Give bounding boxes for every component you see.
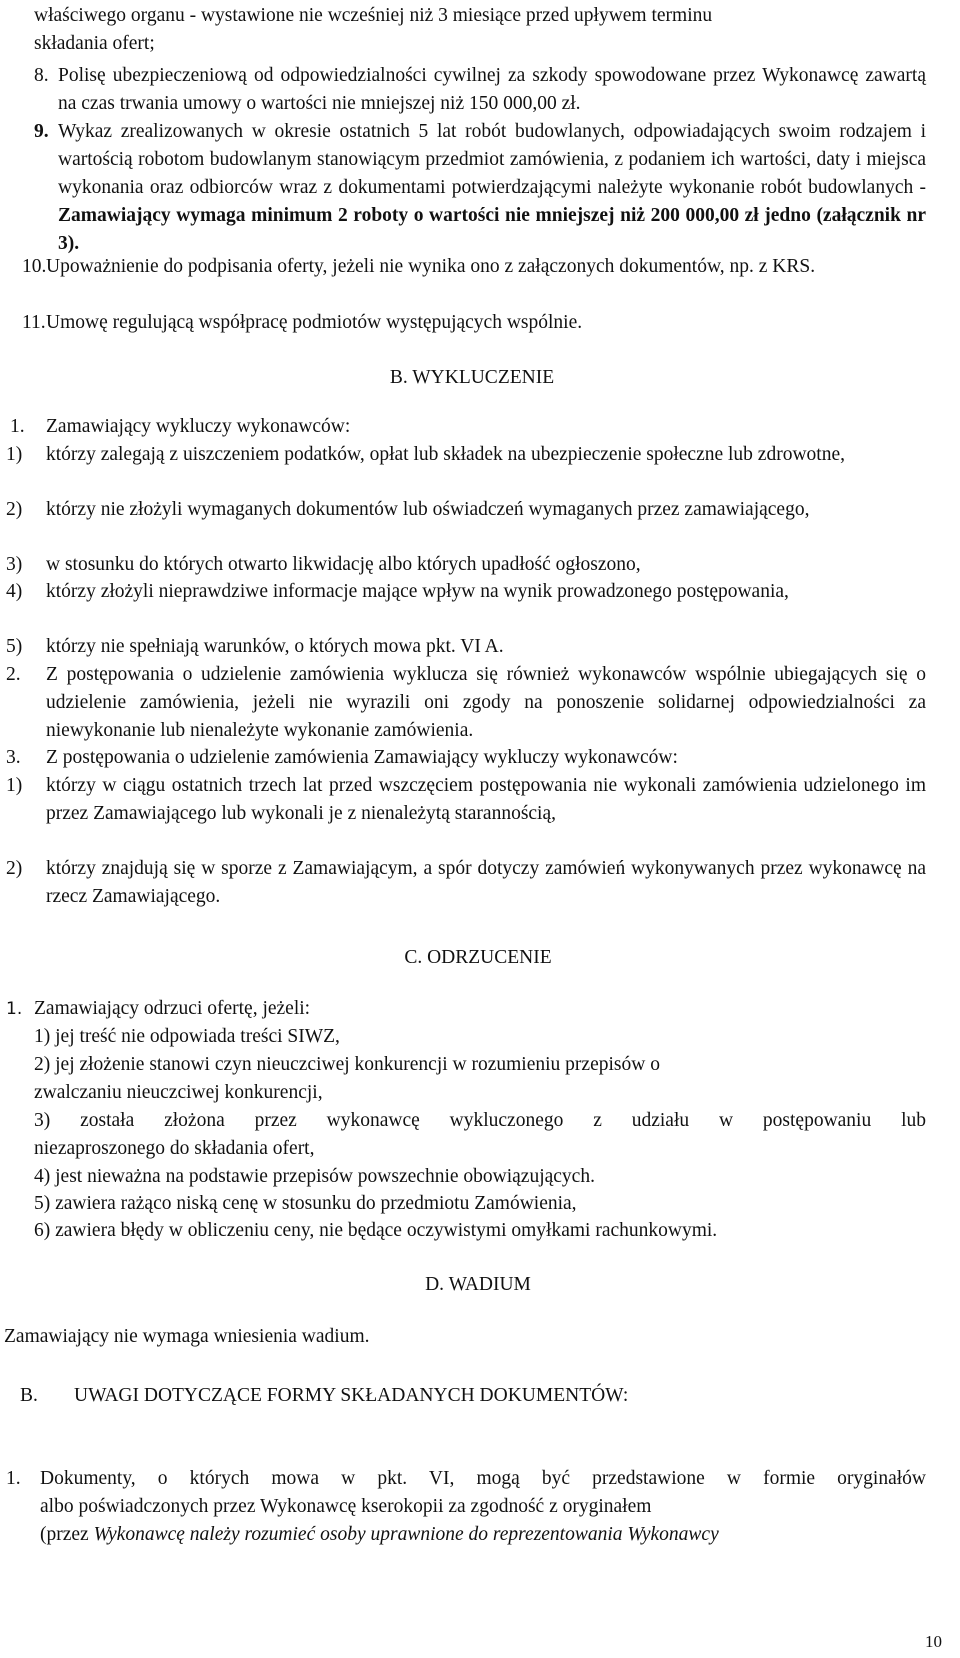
- section-heading-odrzucenie: C. ODRZUCENIE: [404, 947, 552, 968]
- section-uwagi-line-2: albo poświadczonych przez Wykonawcę kserokopii za zgodność z oryginałem: [40, 1496, 652, 1517]
- section-c-item-cont: niezaproszonego do składania ofert,: [34, 1138, 315, 1159]
- section-c-item: 5) zawiera rażąco niską cenę w stosunku do przedmiotu Zamówienia,: [34, 1193, 577, 1214]
- section-d-text: Zamawiający nie wymaga wniesienia wadium.: [4, 1326, 370, 1347]
- section-uwagi-line-3: (przez Wykonawcę należy rozumieć osoby uprawnione do reprezentowania Wykonawcy: [40, 1524, 719, 1545]
- section-c-item: 6) zawiera błędy w obliczeniu ceny, nie będące oczywistymi omyłkami rachunkowymi.: [34, 1220, 718, 1241]
- intro-line-2: składania ofert;: [34, 33, 155, 54]
- section-c-item-cont: zwalczaniu nieuczciwej konkurencji,: [34, 1082, 323, 1103]
- section-c-item: 2) jej złożenie stanowi czyn nieuczciwej konkurencji w rozumieniu przepisów o: [34, 1054, 660, 1075]
- list-item-text: Upoważnienie do podpisania oferty, jeżeli nie wynika ono z załączonych dokumentów, np. z KRS.: [46, 256, 816, 277]
- section-heading-wadium: D. WADIUM: [425, 1274, 531, 1295]
- page-number: 10: [925, 1632, 942, 1651]
- section-c-item: 3) została złożona przez wykonawcę wykluczonego z udziału w postępowaniu lub: [34, 1110, 926, 1131]
- intro-line-1: właściwego organu - wystawione nie wcześniej niż 3 miesiące przed upływem terminu: [34, 5, 713, 26]
- list-item-text: Umowę regulującą współpracę podmiotów występujących wspólnie.: [46, 312, 583, 333]
- section-c-item: 1) jej treść nie odpowiada treści SIWZ,: [34, 1026, 340, 1047]
- list-item-text: Wykaz zrealizowanych w okresie ostatnich 5 lat robót budowlanych, odpowiadających swoim rodzajem i wartością robotom budowlanym stanowiącym przedmiot zamówienia, z podaniem ich wartości, daty i miejsca wykonania oraz odbiorców wraz z dokumentami potwierdzającymi należyte wykonanie robót budowlanych - Zamawiający wymaga minimum 2 roboty o wartości nie mniejszej niż 200 000,00 zł jedno (załącznik nr 3).: [58, 121, 926, 254]
- requirement-bold-text: Zamawiający wymaga minimum 2 roboty o wartości nie mniejszej niż 200 000,00 zł jedno (załącznik nr 3).: [58, 205, 926, 254]
- section-c-item: 4) jest nieważna na podstawie przepisów powszechnie obowiązujących.: [34, 1166, 595, 1187]
- section-heading-wykluczenie: B. WYKLUCZENIE: [389, 367, 555, 388]
- document-page: właściwego organu - wystawione nie wcześniej niż 3 miesiące przed upływem terminu składania ofert; 8. Polisę ubezpieczeniową od odpowiedzialności cywilnej za szkody spowodowane przez Wykonawcę zawartą na czas trwania umowy o wartości nie mniejszej niż 150 000,00 zł. 9. Wykaz zrealizowanych w okresie ostatnich 5 lat robót budowlanych, odpowiadających swoim rodzajem i wartością robotom budowlanym stanowiącym przedmiot zamówienia, z podaniem ich wartości, daty i miejsca wykonania oraz odbiorców wraz z dokumentami potwierdzającymi należyte wykonanie robót budowlanych - Zamawiający wymaga minimum 2 roboty o wartości nie mniejszej niż 200 000,00 zł jedno (załącznik nr 3). 10. Upoważnienie do podpisania oferty, jeżeli nie wynika ono z załączonych dokumentów, np. z KRS. 11. Umowę regulującą współpracę podmiotów występujących wspólnie. B. WYKLUCZENIE 1. Zamawiający wykluczy wykonawców: 1) którzy zalegają z uiszczeniem podatków, opłat lub składek na ubezpieczenie społeczne lub zdrowotne, 2) którzy nie złożyli wymaganych dokumentów lub oświadczeń wymaganych przez zamawiającego, 3) w stosunku do których otwarto likwidację albo których upadłość ogłoszono, 4) którzy złożyli nieprawdziwe informacje mające wpływ na wynik prowadzonego postępowania, 5) którzy nie spełniają warunków, o których mowa pkt. VI A. 2. Z postępowania o udzielenie zamówienia wyklucza się również wykonawców wspólnie ubiegających się o udzielenie zamówienia, jeżeli nie wyrazili oni zgody na ponoszenie solidarnej odpowiedzialności za niewykonanie lub nienależyte wykonanie zamówienia. 3. Z postępowania o udzielenie zamówienia Zamawiający wykluczy wykonawców: 1) którzy w ciągu ostatnich trzech lat przed wszczęciem postępowania nie wykonali zamówienia udzielonego im przez Zamawiającego lub wykonali je z nienależytą starannością, 2) którzy znajdują się w sporze z Zamawiającym, a spór dotyczy zamówień wykonywanych przez wykonawcę na rzecz Zamawiającego. C. ODRZUCENIE 1. Zamawiający odrzuci ofertę, jeżeli: 1) jej treść nie odpowiada treści SIWZ, 2) jej złożenie stanowi czyn nieuczciwej konkurencji w rozumieniu przepisów o zwalczaniu nieuczciwej konkurencji, 3) została złożona przez wykonawcę wykluczonego z udziału w postępowaniu lub niezaproszonego do składania ofert, 4) jest nieważna na podstawie przepisów powszechnie obowiązujących. 5) zawiera rażąco niską cenę w stosunku do przedmiotu Zamówienia, 6) zawiera błędy w obliczeniu ceny, nie będące oczywistymi omyłkami rachunkowymi. D. WADIUM Zamawiający nie wymaga wniesienia wadium. B. UWAGI DOTYCZĄCE FORMY SKŁADANYCH DOKUMENTÓW: 1. Dokumenty, o których mowa w pkt. VI, mogą być przedstawione w formie oryginałów albo poświadczonych przez Wykonawcę kserokopii za zgodność z oryginałem (przez Wykonawcę należy rozumieć osoby uprawnione do reprezentowania Wykonawcy 10: [0, 0, 960, 1658]
- list-item-text: Polisę ubezpieczeniową od odpowiedzialności cywilnej za szkody spowodowane przez Wykonawcę zawartą na czas trwania umowy o wartości nie mniejszej niż 150 000,00 zł.: [58, 65, 926, 114]
